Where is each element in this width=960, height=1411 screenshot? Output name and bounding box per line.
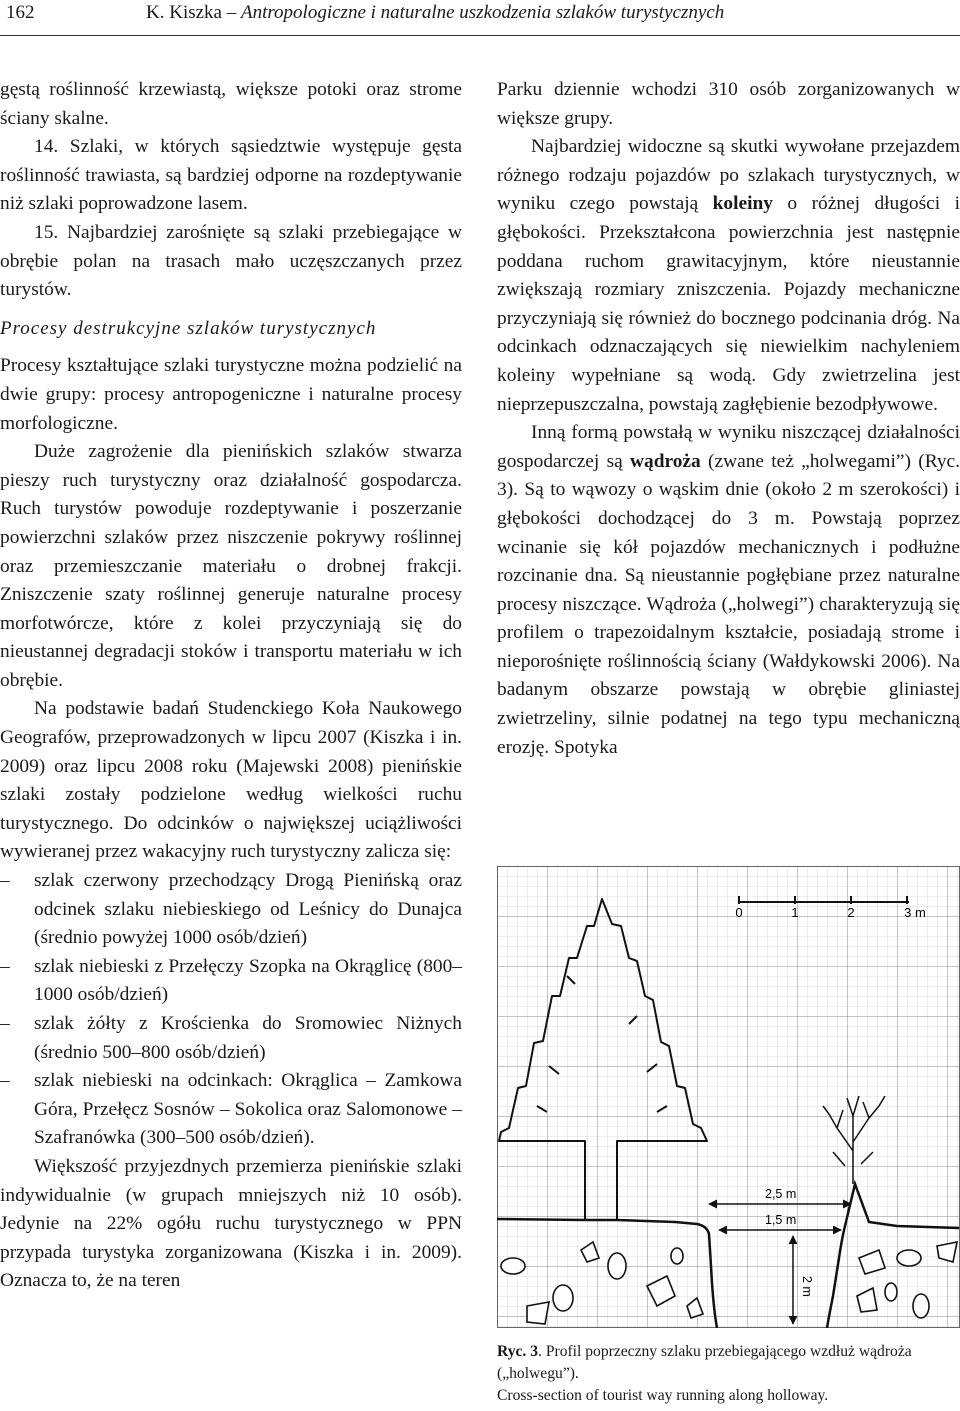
left-column (0, 76, 462, 1296)
text-run: o różnej długości i głębokości. Przekształcona powierzchnia jest następnie poddana ruchom grawitacyjnym, które nieustannie zwiększają rozmiary zniszczenia. Pojazdy mechaniczne przyczyniają się również do bocznego podcinania dróg. Na odcinkach odznaczających się niewielkim nachyleniem koleiny wypełniane są wodą. Gdy zwietrzelina jest nieprzepuszczalna, powstają zagłębienie bezodpływowe. (497, 193, 960, 415)
running-author: K. Kiszka (146, 2, 222, 23)
paragraph: 15. Najbardziej zarośnięte są szlaki przebiegające w obrębie polan na trasach mało uczęszczanych przez turystów. (0, 221, 462, 301)
page-header (0, 0, 960, 36)
paragraph: Na podstawie badań Studenckiego Koła Naukowego Geografów, przeprowadzonych w lipcu 2007 (Kiszka i in. 2009) oraz lipcu 2008 roku (Majewski 2008) pienińskie szlaki zostały podzielone według wielkości ruchu turystycznego. Do odcinków o największej uciążliwości wywieranej przez wakacyjny ruch turystyczny zalicza się: (0, 698, 462, 863)
page-number: 162 (6, 2, 35, 23)
caption-english: Cross-section of tourist way running along holloway. (497, 1387, 829, 1404)
profile-diagram (497, 866, 960, 1328)
right-column (497, 76, 960, 762)
section-heading: Procesy destrukcyjne szlaków turystycznych (0, 317, 377, 339)
scale-label-1: 1 (791, 905, 799, 920)
grid-paper (497, 866, 960, 1328)
text-run: (zwane też „holwegami”) (Ryc. 3). Są to wąwozy o wąskim dnie (około 2 m szerokości) i głębokości dochodzącej do 3 m. Powstają poprzez wcinanie się kół pojazdów mechanicznych i podłużne rozcinanie dna. Są nieustannie pogłębiane przez naturalne procesy niszczące. Wądroża („holwegi”) charakteryzują się profilem o trapezoidalnym kształcie, posiadają strome i nieporośnięte roślinnością ściany (Wałdykowski 2006). Na badanym obszarze powstają w obrębie gliniastej zwietrzeliny, silnie podatnej na tego typu mechaniczną erozję. Spotyka (497, 450, 960, 758)
trail-list (0, 867, 462, 1153)
caption-label-dot: . (538, 1343, 546, 1360)
caption-text-pl: Profil poprzeczny szlaku przebiegającego wzdłuż wądroża („holwegu”). (497, 1343, 912, 1382)
scale-label-2: 2 (847, 905, 855, 920)
caption-polish (497, 1341, 960, 1385)
header-rule (0, 35, 960, 36)
list-item: – szlak niebieski na odcinkach: Okrąglica – Zamkowa Góra, Przełęcz Sosnów – Sokolica oraz Salomonowe – Szafranówka (300–500 osób/dzień). (0, 1067, 462, 1153)
figure-caption (497, 1341, 960, 1407)
list-item: – szlak żółty z Krościenka do Sromowiec Niżnych (średnio 500–800 osób/dzień) (0, 1010, 462, 1067)
running-separator: – (221, 2, 241, 23)
term-koleiny: koleiny (712, 193, 773, 215)
paragraph (497, 133, 960, 419)
caption-label: Ryc. 3 (497, 1343, 539, 1360)
scale-label-0: 0 (735, 905, 743, 920)
paragraph: gęstą roślinność krzewiastą, większe potoki oraz strome ściany skalne. (0, 79, 462, 129)
paragraph: Większość przyjezdnych przemierza pienińskie szlaki indywidualnie (w grupach mniejszych niż 10 osób). Jedynie na 22% ogółu ruchu turystycznego w PPN przypada turystyka zorganizowana (Kiszka i in. 2009). Oznacza to, że na teren (0, 1155, 462, 1292)
figure-holloway-profile (497, 866, 960, 1328)
scale-label-3: 3 m (904, 905, 926, 920)
text-run: Inną formą powstałą w wyniku niszczącej działalności gospodarczej są (497, 422, 960, 472)
term-wadroza: wądroża (630, 450, 701, 472)
list-item: – szlak czerwony przechodzący Drogą Pienińską oraz odcinek szlaku niebieskiego od Leśnicy do Dunajca (średnio powyżej 1000 osób/dzień) (0, 867, 462, 953)
depth-label: 2 m (800, 1276, 814, 1297)
width-bottom-label: 1,5 m (765, 1213, 797, 1227)
text-run: Najbardziej widoczne są skutki wywołane przejazdem różnego rodzaju pojazdów po szlakach turystycznych, w wyniku czego powstają (497, 136, 960, 215)
list-item: – szlak niebieski z Przełęczy Szopka na Okrąglicę (800–1000 osób/dzień) (0, 953, 462, 1010)
paragraph: 14. Szlaki, w których sąsiedztwie występuje gęsta roślinność trawiasta, są bardziej odporne na rozdeptywanie niż szlaki poprowadzone lasem. (0, 136, 462, 215)
width-top-label: 2,5 m (765, 1187, 797, 1201)
paragraph (497, 419, 960, 762)
paragraph: Duże zagrożenie dla pienińskich szlaków stwarza pieszy ruch turystyczny oraz działalność gospodarcza. Ruch turystów powoduje rozdeptywanie i poszerzanie powierzchni szlaków przez niszczenie pokrywy roślinnej oraz przemieszczanie materiału o drobnej frakcji. Zniszczenie szaty roślinnej generuje naturalne procesy morfotwórcze, które z kolei przyczyniają się do nieustannej degradacji stoków i transportu materiału w ich obrębie. (0, 441, 462, 691)
paragraph: Procesy kształtujące szlaki turystyczne można podzielić na dwie grupy: procesy antropogeniczne i naturalne procesy morfologiczne. (0, 355, 462, 434)
paragraph: Parku dziennie wchodzi 310 osób zorganizowanych w większe grupy. (497, 79, 960, 129)
running-title: Antropologiczne i naturalne uszkodzenia szlaków turystycznych (240, 2, 725, 23)
running-head (146, 2, 724, 24)
